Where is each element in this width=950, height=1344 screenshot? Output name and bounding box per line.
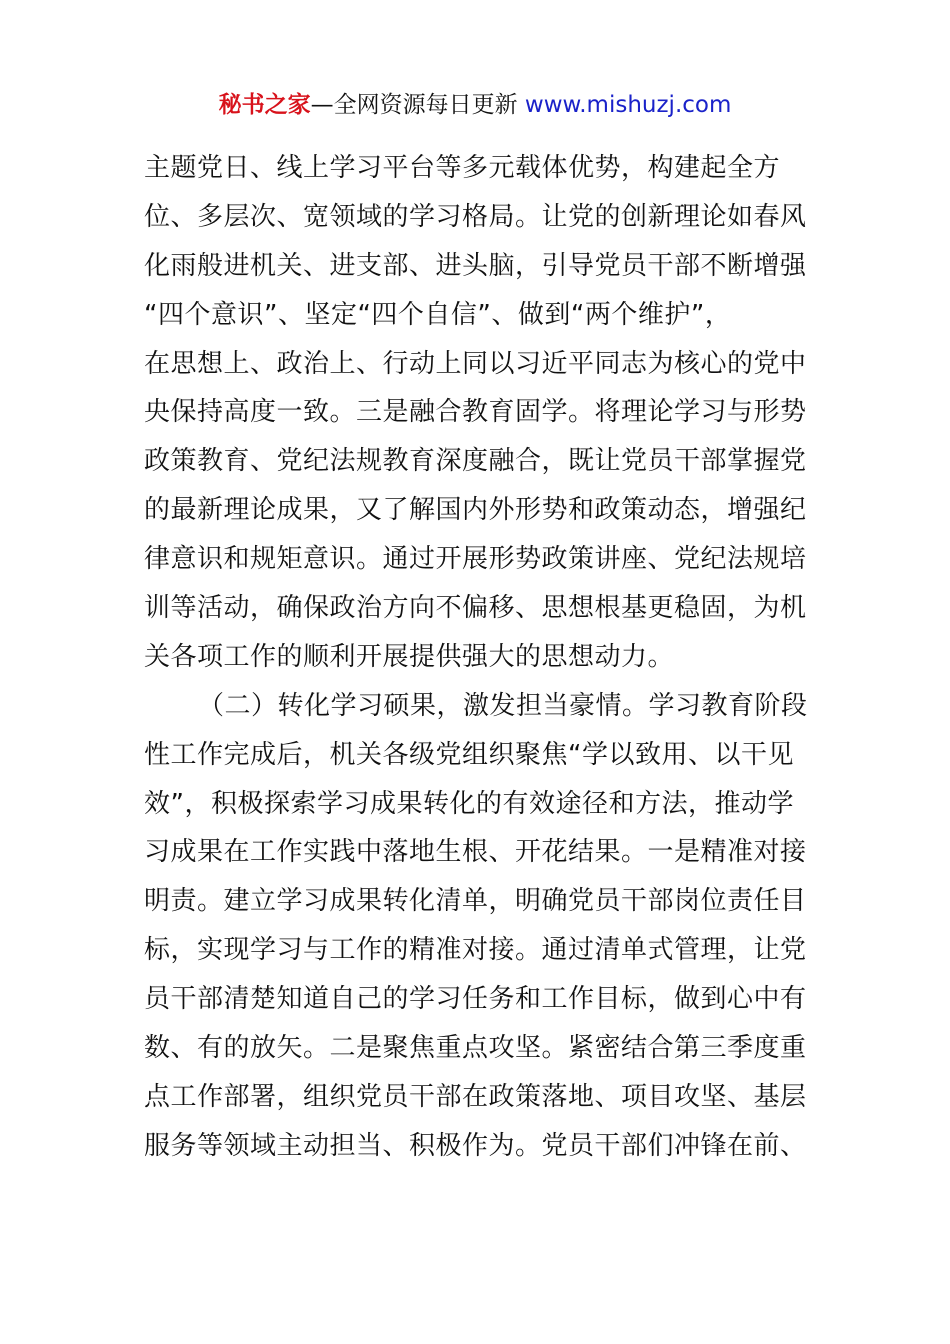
body-line: 的最新理论成果，又了解国内外形势和政策动态，增强纪	[144, 495, 807, 526]
body-line: 关各项工作的顺利开展提供强大的思想动力。	[144, 641, 675, 672]
body-line: 主题党日、线上学习平台等多元载体优势，构建起全方	[144, 153, 781, 183]
body-line: 化雨般进机关、进支部、进头脑，引导党员干部不断增强	[144, 250, 807, 281]
body-line: 政策教育、党纪法规教育深度融合，既让党员干部掌握党	[144, 446, 807, 477]
body-line: 效”，积极探索学习成果转化的有效途径和方法，推动学	[144, 788, 794, 819]
document-body	[144, 144, 808, 1171]
body-line: 标，实现学习与工作的精准对接。通过清单式管理，让党	[144, 935, 807, 966]
body-line: 位、多层次、宽领域的学习格局。让党的创新理论如春风	[144, 201, 807, 232]
site-brand: 秘书之家	[218, 92, 311, 118]
section-heading-line: （二）转化学习硕果，激发担当豪情。学习教育阶段	[198, 690, 808, 721]
body-line: 员干部清楚知道自己的学习任务和工作目标，做到心中有	[144, 984, 807, 1015]
body-line: 服务等领域主动担当、积极作为。党员干部们冲锋在前、	[144, 1130, 807, 1161]
site-tagline: —全网资源每日更新	[310, 92, 525, 118]
body-line: 在思想上、政治上、行动上同以习近平同志为核心的党中	[144, 348, 807, 379]
body-line: “四个意识”、坚定“四个自信”、做到“两个维护”，	[144, 299, 732, 330]
body-line: 数、有的放矢。二是聚焦重点攻坚。紧密结合第三季度重	[144, 1033, 807, 1064]
body-line: 点工作部署，组织党员干部在政策落地、项目攻坚、基层	[144, 1081, 807, 1112]
site-url[interactable]: www.mishuzj.com	[524, 92, 732, 118]
body-line: 训等活动，确保政治方向不偏移、思想根基更稳固，为机	[144, 593, 807, 624]
body-line: 央保持高度一致。三是融合教育固学。将理论学习与形势	[144, 397, 807, 428]
site-header	[0, 88, 950, 122]
body-line: 明责。建立学习成果转化清单，明确党员干部岗位责任目	[144, 886, 807, 917]
body-line: 性工作完成后，机关各级党组织聚焦“学以致用、以干见	[144, 739, 794, 770]
body-line: 律意识和规矩意识。通过开展形势政策讲座、党纪法规培	[144, 544, 807, 575]
body-line: 习成果在工作实践中落地生根、开花结果。一是精准对接	[144, 837, 807, 868]
